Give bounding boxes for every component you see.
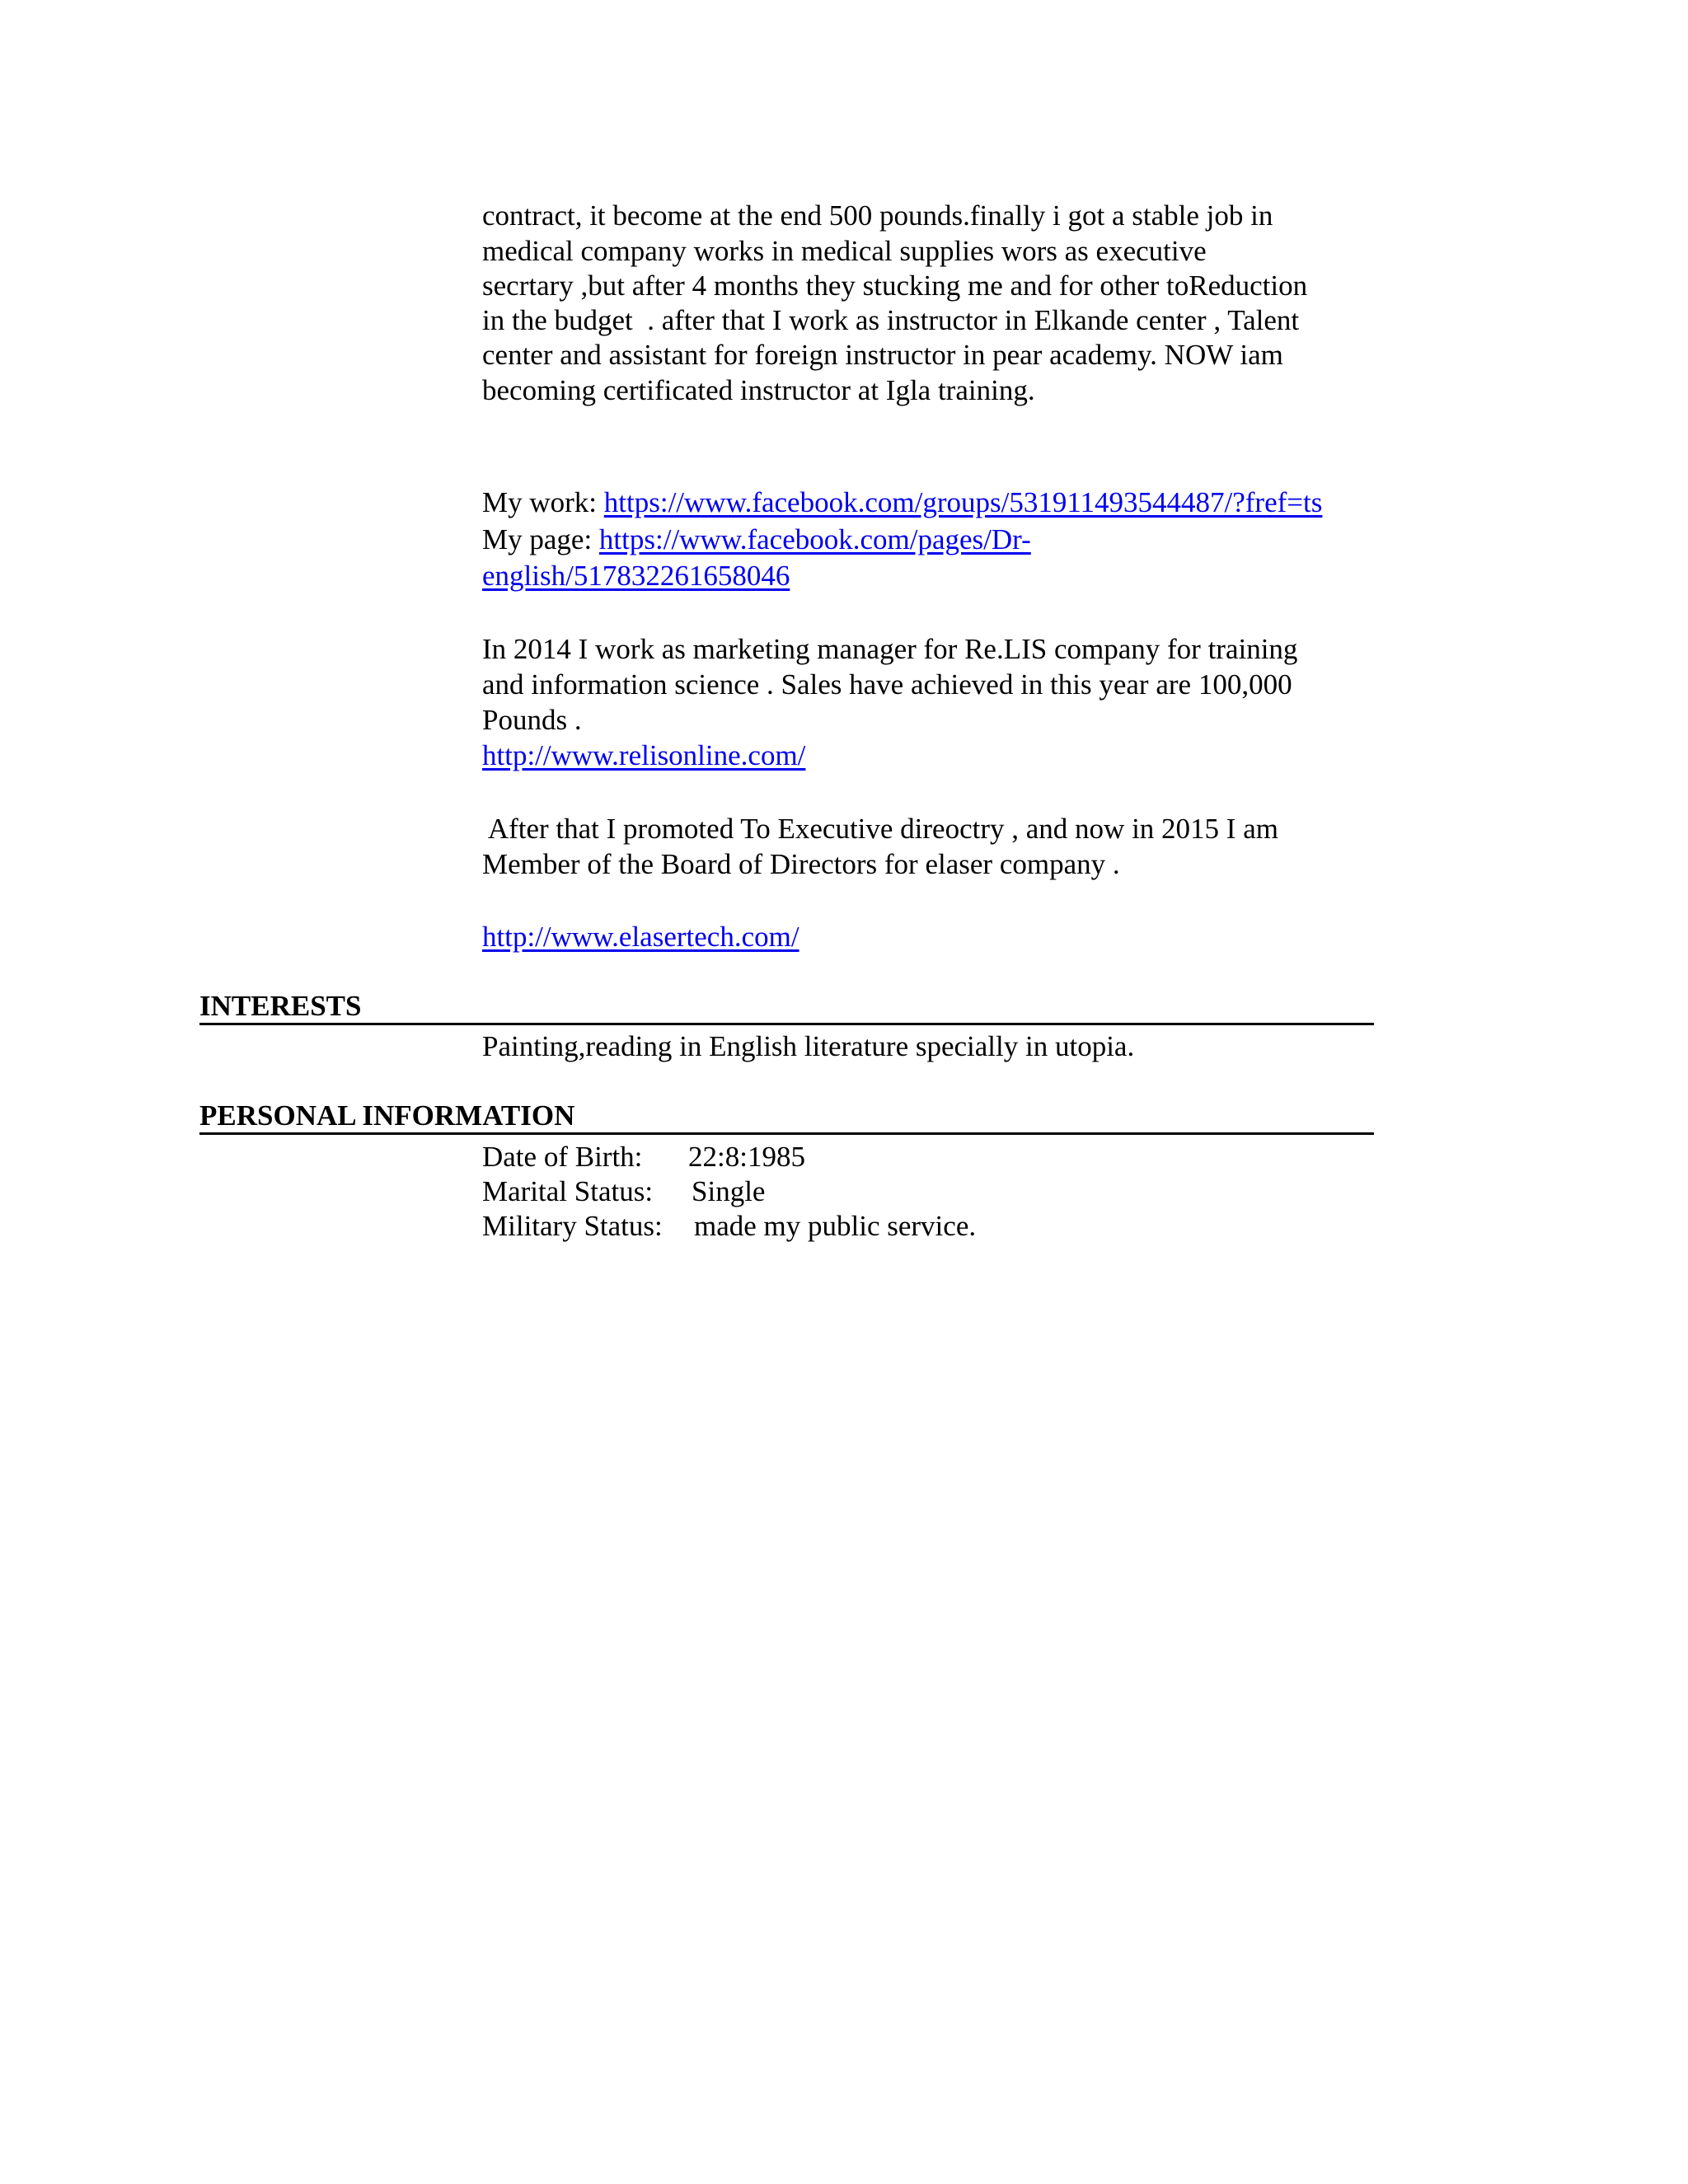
text-line: becoming certificated instructor at Igla training. xyxy=(482,374,1035,406)
military-status-row xyxy=(482,1209,976,1244)
marital-status-row xyxy=(482,1174,765,1209)
my-page-line-continued xyxy=(482,559,790,593)
military-status-value: made my public service. xyxy=(694,1210,977,1242)
text-line: Pounds . xyxy=(482,704,582,736)
marital-status-label: Marital Status: xyxy=(482,1175,654,1207)
text-line: contract, it become at the end 500 pounds.finally i got a stable job in xyxy=(482,199,1273,232)
my-page-link[interactable]: https://www.facebook.com/pages/Dr- xyxy=(598,523,1031,555)
relis-link-line xyxy=(482,738,805,773)
text-line: and information science . Sales have achieved in this year are 100,000 xyxy=(482,668,1292,701)
my-page-label: My page: xyxy=(482,523,599,555)
text-line: center and assistant for foreign instructor in pear academy. NOW iam xyxy=(482,339,1283,371)
my-work-line xyxy=(482,485,1322,520)
elaser-link-line xyxy=(482,920,799,954)
my-page-link-continued[interactable]: english/517832261658046 xyxy=(482,560,790,592)
interests-text: Painting,reading in English literature specially in utopia. xyxy=(482,1030,1135,1062)
text-line: medical company works in medical supplies wors as executive xyxy=(482,235,1207,267)
my-work-label: My work: xyxy=(482,486,604,518)
marital-status-value: Single xyxy=(692,1175,766,1207)
text-line: secrtary ,but after 4 months they stucking me and for other toReduction xyxy=(482,269,1308,302)
date-of-birth-value: 22:8:1985 xyxy=(688,1141,805,1173)
personal-information-heading: PERSONAL INFORMATION xyxy=(199,1099,1374,1135)
my-work-link[interactable]: https://www.facebook.com/groups/531911493544487/?fref=ts xyxy=(603,486,1323,518)
date-of-birth-row xyxy=(482,1140,805,1174)
interests-heading: INTERESTS xyxy=(199,990,1374,1025)
elaser-link[interactable]: http://www.elasertech.com/ xyxy=(482,921,799,953)
my-page-line xyxy=(482,523,1031,557)
date-of-birth-label: Date of Birth: xyxy=(482,1141,643,1173)
text-line: In 2014 I work as marketing manager for Re.LIS company for training xyxy=(482,633,1298,665)
text-line: After that I promoted To Executive direoctry , and now in 2015 I am xyxy=(482,813,1278,845)
military-status-label: Military Status: xyxy=(482,1210,663,1242)
text-line: Member of the Board of Directors for elaser company . xyxy=(482,848,1120,880)
relis-link[interactable]: http://www.relisonline.com/ xyxy=(482,739,806,771)
text-line: in the budget . after that I work as instructor in Elkande center , Talent xyxy=(482,304,1300,336)
